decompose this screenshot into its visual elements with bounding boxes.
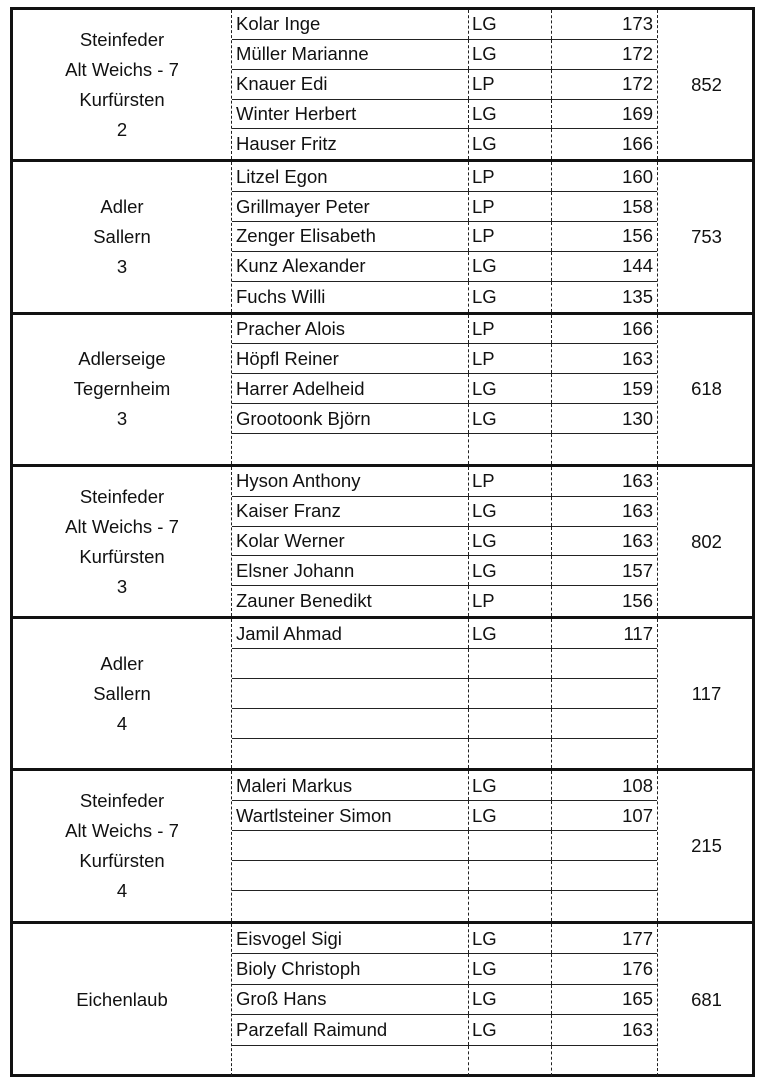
column-divider: [551, 100, 552, 129]
table-row: [232, 282, 657, 312]
team-results-table: [10, 7, 755, 1077]
player-name: Harrer Adelheid: [236, 377, 365, 399]
team-name-line: Sallern: [93, 682, 151, 704]
team-group: [13, 467, 752, 619]
column-divider: [551, 739, 552, 769]
player-score: 169: [622, 103, 653, 124]
player-score: 172: [622, 43, 653, 65]
team-name-line: Kurfürsten: [79, 88, 165, 110]
player-name: Maleri Markus: [236, 774, 353, 796]
player-score: 166: [622, 318, 653, 340]
column-divider: [551, 861, 552, 890]
player-class: LG: [468, 252, 497, 281]
player-rows: [231, 619, 658, 768]
table-row: [232, 739, 657, 769]
team-group: [13, 771, 752, 923]
team-name-line: Adler: [100, 195, 144, 217]
table-row: [232, 70, 657, 100]
table-row: [232, 40, 657, 70]
table-row: [232, 649, 657, 679]
team-total: 215: [691, 835, 722, 857]
team-group: [13, 315, 752, 467]
player-class: LG: [468, 924, 497, 953]
player-name: Eisvogel Sigi: [236, 927, 342, 949]
player-score: 163: [622, 1018, 653, 1040]
player-class: LG: [468, 10, 497, 39]
player-class: [468, 831, 472, 860]
table-row: [232, 162, 657, 192]
table-row: [232, 252, 657, 282]
player-score: 117: [623, 622, 653, 644]
team-name-line: Alt Weichs - 7: [65, 515, 179, 537]
table-row: [232, 434, 657, 464]
player-name: Müller Marianne: [236, 43, 369, 65]
table-row: [232, 315, 657, 345]
player-class: LP: [468, 467, 495, 496]
column-divider: [551, 40, 552, 69]
team-name-line: Steinfeder: [79, 28, 165, 50]
player-class: LG: [468, 556, 497, 585]
column-divider: [551, 801, 552, 830]
table-row: [232, 404, 657, 434]
player-score: 158: [622, 195, 653, 217]
player-class: [468, 679, 472, 708]
column-divider: [551, 222, 552, 251]
team-name-line: 4: [116, 712, 128, 734]
player-class: LG: [468, 100, 497, 129]
column-divider: [551, 162, 552, 191]
player-name: Kolar Werner: [236, 530, 345, 552]
player-name: Höpfl Reiner: [236, 347, 339, 369]
team-name-line: Adler: [100, 652, 144, 674]
column-divider: [551, 434, 552, 464]
player-name: Zauner Benedikt: [236, 590, 372, 612]
player-class: LP: [468, 162, 495, 191]
player-name: Kolar Inge: [236, 13, 321, 35]
player-score: 157: [622, 559, 653, 581]
column-divider: [551, 954, 552, 983]
team-name-line: 3: [116, 255, 128, 277]
team-group: [13, 10, 752, 162]
player-class: LP: [468, 586, 495, 616]
player-class: LP: [468, 315, 495, 344]
table-row: [232, 497, 657, 527]
player-name: Grootoonk Björn: [236, 407, 371, 429]
player-class: [468, 649, 472, 678]
column-divider: [551, 1046, 552, 1076]
table-row: [232, 10, 657, 40]
team-group: [13, 619, 752, 771]
table-row: [232, 771, 657, 801]
player-score: 156: [622, 590, 653, 612]
table-row: [232, 222, 657, 252]
team-name-line: Eichenlaub: [76, 988, 168, 1010]
player-score: 144: [622, 255, 653, 277]
column-divider: [551, 891, 552, 921]
player-name: Wartlsteiner Simon: [236, 804, 392, 826]
table-row: [232, 129, 657, 159]
team-total: 117: [691, 682, 722, 704]
team-name-line: Adlerseige: [78, 348, 166, 370]
player-class: LP: [468, 192, 495, 221]
team-name-line: Alt Weichs - 7: [65, 58, 179, 80]
player-class: LG: [468, 619, 497, 648]
team-name: [13, 315, 231, 464]
player-class: LG: [468, 282, 497, 312]
team-total: 852: [691, 73, 722, 95]
table-row: [232, 1015, 657, 1045]
team-name-line: 3: [116, 408, 128, 430]
column-divider: [551, 924, 552, 953]
player-score: 176: [622, 957, 653, 979]
player-name: Parzefall Raimund: [236, 1018, 388, 1040]
player-score: 173: [622, 13, 653, 35]
player-class: LG: [468, 404, 497, 433]
player-class: LG: [468, 1015, 497, 1044]
team-name-line: Steinfeder: [79, 790, 165, 812]
team-name-line: 2: [116, 118, 128, 140]
player-name: Hyson Anthony: [236, 470, 361, 492]
team-name: [13, 924, 231, 1076]
column-divider: [551, 649, 552, 678]
team-name-line: Kurfürsten: [79, 850, 165, 872]
table-row: [232, 954, 657, 984]
player-rows: [231, 315, 658, 464]
column-divider: [551, 586, 552, 616]
player-rows: [231, 771, 658, 920]
player-class: LG: [468, 985, 497, 1014]
team-name: [13, 771, 231, 920]
player-name: Elsner Johann: [236, 559, 355, 581]
column-divider: [551, 771, 552, 800]
player-class: LG: [468, 527, 497, 556]
team-name: [13, 619, 231, 768]
player-class: LG: [468, 40, 497, 69]
column-divider: [551, 282, 552, 312]
table-row: [232, 831, 657, 861]
team-name: [13, 162, 231, 311]
player-score: 159: [622, 377, 653, 399]
team-name-line: Kurfürsten: [79, 545, 165, 567]
team-total: 753: [691, 225, 722, 247]
player-name: Kaiser Franz: [236, 500, 341, 522]
player-class: LP: [468, 344, 495, 373]
player-name: Groß Hans: [236, 988, 327, 1010]
table-row: [232, 924, 657, 954]
column-divider: [551, 10, 552, 39]
column-divider: [551, 679, 552, 708]
player-name: Knauer Edi: [236, 73, 328, 95]
player-score: 135: [622, 285, 653, 307]
column-divider: [551, 192, 552, 221]
player-class: [468, 709, 472, 738]
table-row: [232, 891, 657, 921]
player-name: Litzel Egon: [236, 165, 328, 187]
table-row: [232, 801, 657, 831]
table-row: [232, 709, 657, 739]
player-class: LG: [468, 954, 497, 983]
team-name-line: Alt Weichs - 7: [65, 820, 179, 842]
player-name: Grillmayer Peter: [236, 195, 370, 217]
team-name: [13, 10, 231, 159]
team-total: 618: [691, 378, 722, 400]
column-divider: [551, 985, 552, 1014]
table-row: [232, 985, 657, 1015]
player-class: LP: [468, 70, 495, 99]
team-name-line: Tegernheim: [73, 378, 171, 400]
table-row: [232, 619, 657, 649]
player-class: [468, 739, 472, 769]
player-score: 130: [622, 407, 653, 429]
player-class: LG: [468, 801, 497, 830]
player-class: LP: [468, 222, 495, 251]
player-score: 156: [622, 225, 653, 247]
column-divider: [551, 709, 552, 738]
player-score: 163: [622, 530, 653, 552]
player-score: 166: [622, 133, 653, 155]
table-row: [232, 1046, 657, 1076]
player-score: 108: [622, 774, 653, 796]
player-score: 172: [622, 73, 653, 95]
team-group: [13, 162, 752, 314]
player-class: [468, 891, 472, 921]
player-class: LG: [468, 129, 497, 159]
player-score: 160: [622, 165, 653, 187]
player-name: Zenger Elisabeth: [236, 225, 376, 247]
player-rows: [231, 924, 658, 1076]
player-rows: [231, 10, 658, 159]
player-score: 165: [622, 988, 653, 1010]
column-divider: [551, 129, 552, 159]
player-score: 163: [622, 500, 653, 522]
team-name-line: Sallern: [93, 225, 151, 247]
player-class: LG: [468, 771, 497, 800]
player-name: Jamil Ahmad: [236, 622, 342, 644]
column-divider: [551, 527, 552, 556]
player-class: LG: [468, 497, 497, 526]
team-group: [13, 924, 752, 1076]
column-divider: [551, 252, 552, 281]
player-name: Hauser Fritz: [236, 133, 337, 155]
player-name: Bioly Christoph: [236, 957, 361, 979]
player-rows: [231, 467, 658, 616]
table-row: [232, 586, 657, 616]
player-rows: [231, 162, 658, 311]
table-row: [232, 374, 657, 404]
column-divider: [551, 467, 552, 496]
player-score: 163: [622, 347, 653, 369]
player-name: Winter Herbert: [236, 103, 357, 124]
team-total: 681: [691, 988, 722, 1010]
player-score: 177: [622, 927, 653, 949]
table-row: [232, 192, 657, 222]
player-name: Fuchs Willi: [236, 285, 326, 307]
table-row: [232, 556, 657, 586]
table-row: [232, 861, 657, 891]
column-divider: [551, 831, 552, 860]
table-row: [232, 679, 657, 709]
player-name: Kunz Alexander: [236, 255, 366, 277]
column-divider: [551, 374, 552, 403]
team-total: 802: [691, 530, 722, 552]
column-divider: [551, 1015, 552, 1044]
table-row: [232, 344, 657, 374]
table-row: [232, 467, 657, 497]
column-divider: [551, 315, 552, 344]
team-name: [13, 467, 231, 616]
player-class: LG: [468, 374, 497, 403]
column-divider: [551, 497, 552, 526]
player-name: Pracher Alois: [236, 318, 345, 340]
player-score: 163: [622, 470, 653, 492]
player-score: 107: [622, 804, 653, 826]
player-class: [468, 1046, 472, 1076]
table-row: [232, 527, 657, 557]
column-divider: [551, 619, 552, 648]
column-divider: [551, 404, 552, 433]
table-row: [232, 100, 657, 130]
player-class: [468, 434, 472, 464]
team-name-line: 4: [116, 880, 128, 902]
column-divider: [551, 556, 552, 585]
team-name-line: Steinfeder: [79, 485, 165, 507]
player-class: [468, 861, 472, 890]
team-name-line: 3: [116, 575, 128, 597]
column-divider: [551, 70, 552, 99]
column-divider: [551, 344, 552, 373]
